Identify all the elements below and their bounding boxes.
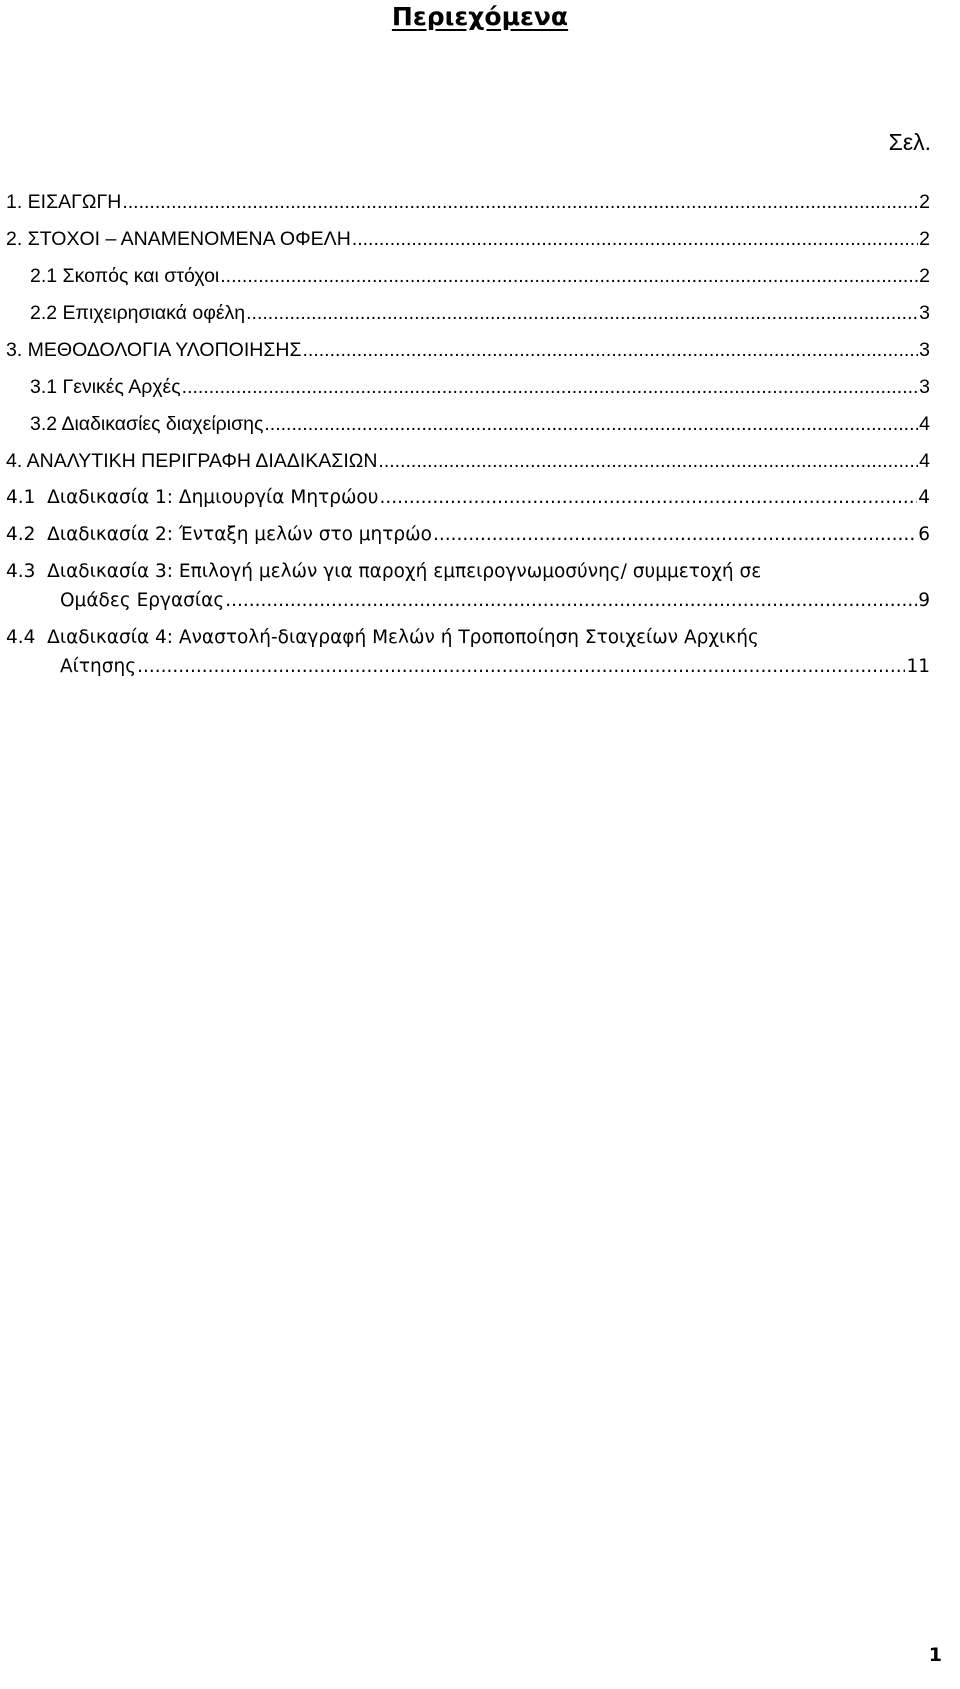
toc-entry-label-continued: Ομάδες Εργασίας: [60, 590, 225, 611]
dot-leader: [225, 589, 917, 613]
dot-leader: [303, 338, 919, 362]
toc-entry-label: 4.1 Διαδικασία 1: Δημιουργία Μητρώου: [6, 487, 379, 508]
toc-entry-page: 6: [918, 524, 930, 545]
toc-entry-page: 9: [918, 590, 930, 611]
dot-leader: [182, 375, 918, 399]
toc-entry-page: 11: [906, 656, 930, 677]
toc-entry[interactable]: [6, 251, 930, 288]
toc-entry[interactable]: [6, 473, 930, 510]
toc-entry-label: 2. ΣΤΟΧΟΙ – ΑΝΑΜΕΝΟΜΕΝΑ ΟΦΕΛΗ: [6, 228, 351, 250]
toc-entry-page: 4: [919, 450, 930, 472]
dot-leader: [122, 190, 918, 214]
toc-entry-page: 2: [919, 265, 930, 287]
toc-entry-label: 4.4 Διαδικασία 4: Αναστολή-διαγραφή Μελών ή Τροποποίηση Στοιχείων Αρχικής: [6, 627, 759, 648]
toc-entry-page: 3: [919, 339, 930, 361]
dot-leader: [220, 264, 918, 288]
toc-entry-page: 3: [919, 376, 930, 398]
dot-leader: [378, 449, 918, 473]
page-number: 1: [928, 1644, 942, 1666]
table-of-contents: [6, 177, 930, 679]
toc-entry-page: 4: [919, 413, 930, 435]
dot-leader: [379, 486, 917, 510]
dot-leader: [352, 227, 918, 251]
toc-entry-page: 2: [919, 191, 930, 213]
toc-entry-label: 4.3 Διαδικασία 3: Επιλογή μελών για παροχή εμπειρογνωμοσύνης/ συμμετοχή σε: [6, 561, 762, 582]
toc-entry-label: 3.2 Διαδικασίες διαχείρισης: [30, 413, 264, 435]
toc-entry[interactable]: [6, 288, 930, 325]
toc-entry-label: 2.2 Επιχειρησιακά οφέλη: [30, 302, 246, 324]
page-title: Περιεχόμενα: [391, 2, 569, 31]
toc-entry-page: 3: [919, 302, 930, 324]
toc-entry[interactable]: [6, 325, 930, 362]
toc-entry[interactable]: [6, 399, 930, 436]
dot-leader: [264, 412, 918, 436]
toc-entry[interactable]: [6, 613, 930, 679]
toc-entry-label: 3. ΜΕΘΟΔΟΛΟΓΙΑ ΥΛΟΠΟΙΗΣΗΣ: [6, 339, 302, 361]
dot-leader: [137, 655, 905, 679]
toc-entry[interactable]: [6, 510, 930, 547]
toc-entry-label-continued: Αίτησης: [60, 656, 137, 677]
toc-entry[interactable]: [6, 436, 930, 473]
toc-entry-label: 4.2 Διαδικασία 2: Ένταξη μελών στο μητρώο: [6, 524, 432, 545]
toc-entry[interactable]: [6, 177, 930, 214]
toc-entry-page: 2: [919, 228, 930, 250]
toc-entry[interactable]: [6, 214, 930, 251]
dot-leader: [246, 301, 918, 325]
toc-entry-label: 3.1 Γενικές Αρχές: [30, 376, 181, 398]
toc-entry-label: 1. ΕΙΣΑΓΩΓΗ: [6, 191, 122, 213]
toc-entry[interactable]: [6, 362, 930, 399]
toc-entry-page: 4: [918, 487, 930, 508]
dot-leader: [433, 523, 917, 547]
page-column-label: Σελ.: [888, 129, 931, 155]
toc-entry-label: 2.1 Σκοπός και στόχοι: [30, 265, 220, 287]
toc-entry-label: 4. ΑΝΑΛΥΤΙΚΗ ΠΕΡΙΓΡΑΦΗ ΔΙΑΔΙΚΑΣΙΩΝ: [6, 450, 378, 472]
toc-entry[interactable]: [6, 547, 930, 613]
